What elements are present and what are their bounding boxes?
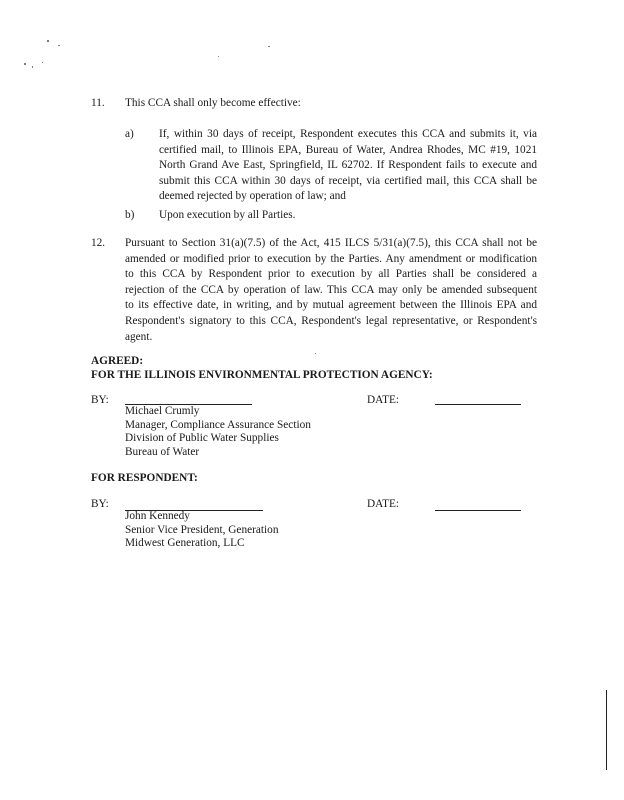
clause-12-number: 12. xyxy=(91,237,106,249)
scan-speck xyxy=(268,46,270,47)
scan-edge-mark xyxy=(606,690,607,770)
epa-date-line xyxy=(435,404,521,405)
scan-speck xyxy=(32,66,33,68)
respondent-date-label: DATE: xyxy=(367,498,400,510)
agency-heading: FOR THE ILLINOIS ENVIRONMENTAL PROTECTION AGENCY: xyxy=(91,369,433,381)
respondent-date-line xyxy=(435,510,521,511)
text-line: submit this CCA within 30 days of receipt, via certified mail, this CCA shall be xyxy=(159,174,537,187)
respondent-heading: FOR RESPONDENT: xyxy=(91,472,198,484)
signatory-title: Senior Vice President, Generation xyxy=(125,523,279,536)
epa-by-label: BY: xyxy=(91,394,109,406)
text-line: agent. xyxy=(125,330,153,343)
text-line: deemed rejected by operation of law; and xyxy=(159,190,346,203)
text-line: rejection of the CCA by operation of law. This CCA may only be amended subsequent xyxy=(125,283,537,296)
clause-11-item-b-text: Upon execution by all Parties. xyxy=(159,209,296,221)
scan-speck xyxy=(218,56,219,57)
respondent-signatory-details xyxy=(125,510,278,551)
text-line: certified mail, to Illinois EPA, Bureau of Water, Andrea Rhodes, MC #19, 1021 xyxy=(159,143,537,156)
text-line: If, within 30 days of receipt, Respondent executes this CCA and submits it, via xyxy=(159,128,537,140)
clause-11-item-b-marker: b) xyxy=(125,209,135,221)
scan-speck xyxy=(47,40,49,42)
signatory-name: John Kennedy xyxy=(125,510,190,522)
clause-11-number: 11. xyxy=(91,97,105,109)
signatory-company: Midwest Generation, LLC xyxy=(125,537,245,549)
signatory-division: Division of Public Water Supplies xyxy=(125,432,279,444)
agreed-heading: AGREED: xyxy=(91,355,144,367)
scan-speck xyxy=(24,63,26,65)
scan-speck xyxy=(58,45,60,46)
epa-date-label: DATE: xyxy=(367,394,400,406)
clause-11-text: This CCA shall only become effective: xyxy=(125,97,301,109)
clause-11-item-a-marker: a) xyxy=(125,128,134,140)
respondent-by-label: BY: xyxy=(91,498,109,510)
signatory-name: Michael Crumly xyxy=(125,405,200,417)
scan-speck xyxy=(42,62,43,63)
text-line: Pursuant to Section 31(a)(7.5) of the Act, 415 ILCS 5/31(a)(7.5), this CCA shall not be xyxy=(125,237,537,249)
clause-12-text xyxy=(125,236,537,345)
text-line: Respondent's signatory to this CCA, Respondent's legal representative, or Respondent's xyxy=(125,314,537,327)
signatory-title: Manager, Compliance Assurance Section xyxy=(125,418,311,431)
text-line: amended or modified prior to execution by the Parties. Any amendment or modification xyxy=(125,252,537,265)
text-line: North Grand Ave East, Springfield, IL 62702. If Respondent fails to execute and xyxy=(159,159,537,172)
clause-11-item-a-text xyxy=(159,127,537,205)
text-line: to this CCA by Respondent prior to execution by all Parties shall be considered a xyxy=(125,268,537,281)
signatory-bureau: Bureau of Water xyxy=(125,445,200,458)
scan-speck xyxy=(315,353,316,354)
epa-signatory-details xyxy=(125,405,311,459)
text-line: to its effective date, in writing, and by mutual agreement between the Illinois EPA and xyxy=(125,299,537,312)
